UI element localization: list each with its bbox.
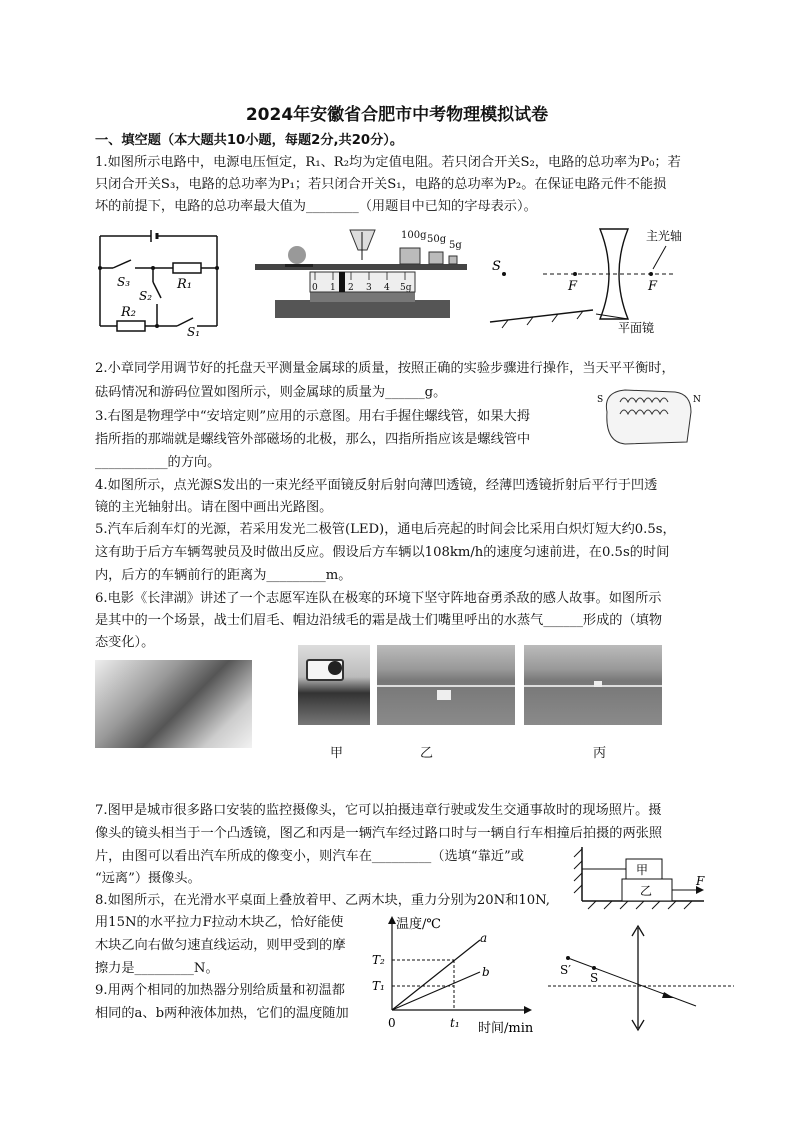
- lens-mirror-diagram: [488, 224, 693, 334]
- weight-100g: 100g: [401, 230, 427, 241]
- label-main-axis: 主光轴: [646, 229, 683, 243]
- scale-3: 3: [366, 283, 372, 293]
- q8-line4: 擦力是_________N。: [95, 961, 219, 976]
- graph-x1: t₁: [450, 1016, 460, 1030]
- circuit-diagram: [95, 226, 225, 336]
- scale-2: 2: [348, 283, 354, 293]
- q7-line3: 片，由图可以看出汽车所成的像变小，则汽车在_________（选填“靠近”或: [95, 849, 524, 864]
- graph-x-label: 时间/min: [478, 1021, 534, 1036]
- road-photo-yi: [377, 645, 515, 725]
- caption-jia: 甲: [330, 746, 344, 761]
- label-n-pole: N: [693, 395, 701, 405]
- label-r1: R₁: [177, 277, 192, 292]
- q4-line2: 镜的主光轴射出。请在图中画出光路图。: [95, 500, 333, 515]
- q1-line1: 1.如图所示电路中，电源电压恒定，R₁、R₂均为定值电阻。若只闭合开关S₂，电路的总功率为P₀；若: [95, 155, 681, 170]
- q6-line2: 是其中的一个场景，战士们眉毛、帽边沿绒毛的霜是战士们嘴里呼出的水蒸气______形成的（填物: [95, 613, 663, 628]
- scale-0: 0: [312, 283, 318, 293]
- section-heading: 一、填空题（本大题共10小题，每题2分,共20分）。: [95, 133, 404, 148]
- label-f-right: F: [648, 279, 658, 294]
- q3-line1: 3.右图是物理学中“安培定则”应用的示意图。用右手握住螺线管，如果大拇: [95, 409, 530, 424]
- label-f-left: F: [568, 279, 578, 294]
- label-s1: S₁: [187, 325, 201, 336]
- q9-line2: 相同的a、b两种液体加热，它们的温度随加: [95, 1006, 349, 1021]
- q7-line1: 7.图甲是城市很多路口安装的监控摄像头，它可以拍摄违章行驶或发生交通事故时的现场照片。摄: [95, 803, 662, 818]
- scale-4: 4: [384, 283, 390, 293]
- caption-yi: 乙: [420, 746, 434, 761]
- q7-line2: 像头的镜头相当于一个凸透镜，图乙和丙是一辆汽车经过路口时与一辆自行车相撞后拍摄的两张照: [95, 826, 663, 841]
- graph-t1: T₁: [372, 979, 385, 993]
- road-photo-bing: [524, 645, 662, 725]
- q6-line1: 6.电影《长津湖》讲述了一个志愿军连队在极寒的环境下坚守阵地奋勇杀敌的感人故事。如图所示: [95, 591, 662, 606]
- q3-line3: ___________的方向。: [95, 455, 221, 470]
- q8-line1: 8.如图所示，在光滑水平桌面上叠放着甲、乙两木块，重力分别为20N和10N,: [95, 893, 551, 908]
- graph-t2: T₂: [372, 953, 385, 967]
- graph-origin: 0: [388, 1016, 396, 1030]
- label-s-prime: S′: [560, 963, 571, 977]
- q8-line3: 木块乙向右做匀速直线运动，则甲受到的摩: [95, 938, 346, 953]
- q1-line2: 只闭合开关S₃，电路的总功率为P₁；若只闭合开关S₁，电路的总功率为P₂。在保证电路元件不能损: [95, 177, 667, 192]
- label-s-pole: S: [597, 395, 604, 405]
- q5-line1: 5.汽车后刹车灯的光源，若采用发光二极管(LED)，通电后亮起的时间会比采用白炽灯短大约0.5s，: [95, 522, 676, 537]
- q8-line2: 用15N的水平拉力F拉动木块乙，恰好能使: [95, 915, 344, 930]
- q9-line1: 9.用两个相同的加热器分别给质量和初温都: [95, 983, 345, 998]
- balance-diagram: [255, 220, 467, 324]
- block-bottom-label: 乙: [640, 884, 653, 898]
- q6-line3: 态变化）。: [95, 635, 155, 650]
- blocks-diagram: [572, 845, 712, 913]
- block-top-label: 甲: [636, 863, 649, 877]
- label-mirror: 平面镜: [618, 321, 655, 334]
- q7-line4: “远离”）摄像头。: [95, 871, 201, 886]
- camera-photo: [298, 645, 370, 725]
- graph-y-label: 温度/℃: [396, 917, 441, 932]
- label-r2: R₂: [121, 305, 136, 320]
- q2-line1: 2.小章同学用调节好的托盘天平测量金属球的质量，按照正确的实验步骤进行操作，当天平平衡时，: [95, 361, 675, 376]
- label-s2: S₂: [139, 289, 153, 303]
- q5-line2: 这有助于后方车辆驾驶员及时做出反应。假设后方车辆以108km/h的速度匀速前进，在0.5s的时间: [95, 545, 670, 560]
- q5-line3: 内，后方的车辆前行的距离为_________m。: [95, 568, 352, 583]
- graph-line-b: b: [482, 965, 490, 979]
- scale-5: 5g: [400, 283, 412, 293]
- label-s-point: S: [590, 971, 599, 985]
- label-s3: S₃: [117, 275, 131, 289]
- page-title: 2024年安徽省合肥市中考物理模拟试卷: [245, 105, 549, 125]
- convex-lens-diagram: [546, 922, 736, 1032]
- q3-line2: 指所指的那端就是螺线管外部磁场的北极，那么，四指所指应该是螺线管中: [95, 432, 531, 447]
- graph-line-a: a: [480, 931, 488, 945]
- weight-5g: 5g: [449, 240, 462, 251]
- ampere-rule-hand: [595, 382, 705, 448]
- q2-line2: 砝码情况和游码位置如图所示，则金属球的质量为______g。: [95, 385, 447, 400]
- movie-scene-photo: [95, 660, 252, 748]
- weight-50g: 50g: [427, 234, 447, 245]
- q1-line3: 坏的前提下，电路的总功率最大值为________（用题目中已知的字母表示）。: [95, 199, 537, 214]
- label-s: S: [492, 259, 501, 274]
- temperature-graph: [368, 910, 543, 1038]
- q4-line1: 4.如图所示，点光源S发出的一束光经平面镜反射后射向薄凹透镜，经薄凹透镜折射后平行于凹透: [95, 478, 658, 493]
- scale-1: 1: [330, 283, 336, 293]
- force-label: F: [696, 874, 705, 888]
- caption-bing: 丙: [593, 746, 607, 761]
